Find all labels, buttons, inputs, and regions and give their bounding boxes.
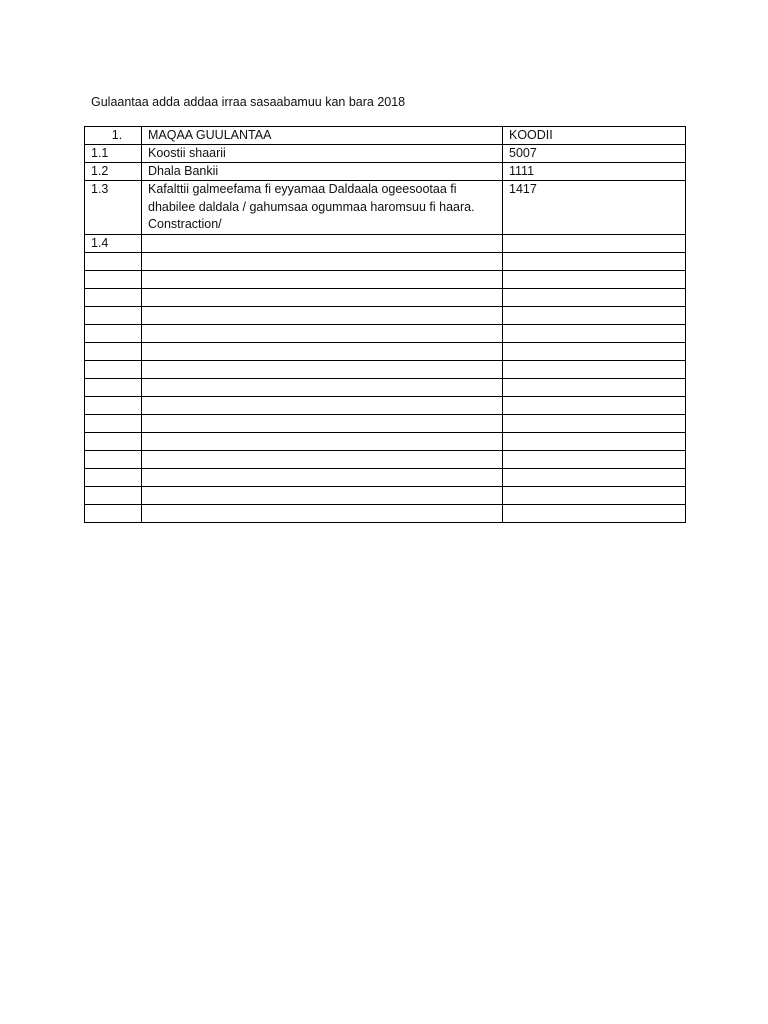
cell-name <box>142 342 503 360</box>
cell-number <box>85 342 142 360</box>
cell-number <box>85 306 142 324</box>
cell-number <box>85 414 142 432</box>
header-cell-number: 1. <box>85 127 142 145</box>
table-row <box>85 181 686 235</box>
cell-number <box>85 270 142 288</box>
cell-name <box>142 396 503 414</box>
cell-name <box>142 378 503 396</box>
cell-code <box>503 396 686 414</box>
table-row <box>85 414 686 432</box>
cell-code <box>503 234 686 252</box>
table-row <box>85 468 686 486</box>
cell-number <box>85 486 142 504</box>
cell-code <box>503 288 686 306</box>
table-row <box>85 378 686 396</box>
cell-name <box>142 306 503 324</box>
cell-number: 1.3 <box>85 181 142 235</box>
table-row <box>85 306 686 324</box>
cell-code: 1417 <box>503 181 686 235</box>
table-row <box>85 324 686 342</box>
cell-code <box>503 360 686 378</box>
table-row <box>85 504 686 522</box>
data-table <box>84 126 686 523</box>
table-row <box>85 163 686 181</box>
cell-number <box>85 360 142 378</box>
cell-name <box>142 324 503 342</box>
header-cell-code: KOODII <box>503 127 686 145</box>
cell-code: 5007 <box>503 145 686 163</box>
table-row <box>85 360 686 378</box>
table-row <box>85 450 686 468</box>
cell-code <box>503 378 686 396</box>
table-row <box>85 396 686 414</box>
cell-number <box>85 324 142 342</box>
cell-name <box>142 486 503 504</box>
table-row <box>85 486 686 504</box>
document-title: Gulaantaa adda addaa irraa sasaabamuu kan bara 2018 <box>91 95 406 109</box>
table-row <box>85 145 686 163</box>
cell-name <box>142 450 503 468</box>
cell-number <box>85 504 142 522</box>
header-cell-name: MAQAA GUULANTAA <box>142 127 503 145</box>
cell-name <box>142 288 503 306</box>
cell-name <box>142 414 503 432</box>
cell-code <box>503 324 686 342</box>
cell-code <box>503 450 686 468</box>
cell-number <box>85 450 142 468</box>
table-header-row <box>85 127 686 145</box>
cell-code <box>503 342 686 360</box>
cell-number <box>85 252 142 270</box>
cell-name <box>142 468 503 486</box>
cell-name <box>142 234 503 252</box>
cell-code <box>503 270 686 288</box>
table-row <box>85 252 686 270</box>
cell-name <box>142 504 503 522</box>
cell-number <box>85 396 142 414</box>
cell-name <box>142 432 503 450</box>
cell-code <box>503 486 686 504</box>
cell-code <box>503 468 686 486</box>
cell-number <box>85 468 142 486</box>
cell-number <box>85 288 142 306</box>
cell-code <box>503 306 686 324</box>
cell-code <box>503 432 686 450</box>
cell-name <box>142 270 503 288</box>
table-row <box>85 432 686 450</box>
cell-name: Kafalttii galmeefama fi eyyamaa Daldaala ogeesootaa fi dhabilee daldala / gahumsaa ogummaa haromsuu fi haara. Constraction/ <box>142 181 503 235</box>
cell-name: Dhala Bankii <box>142 163 503 181</box>
cell-code <box>503 414 686 432</box>
cell-name: Koostii shaarii <box>142 145 503 163</box>
cell-code: 1111 <box>503 163 686 181</box>
cell-number: 1.2 <box>85 163 142 181</box>
cell-code <box>503 252 686 270</box>
cell-number <box>85 378 142 396</box>
table-row <box>85 342 686 360</box>
table-row <box>85 234 686 252</box>
cell-name <box>142 360 503 378</box>
cell-number: 1.1 <box>85 145 142 163</box>
cell-number: 1.4 <box>85 234 142 252</box>
cell-number <box>85 432 142 450</box>
table-row <box>85 288 686 306</box>
table-row <box>85 270 686 288</box>
cell-name <box>142 252 503 270</box>
cell-code <box>503 504 686 522</box>
